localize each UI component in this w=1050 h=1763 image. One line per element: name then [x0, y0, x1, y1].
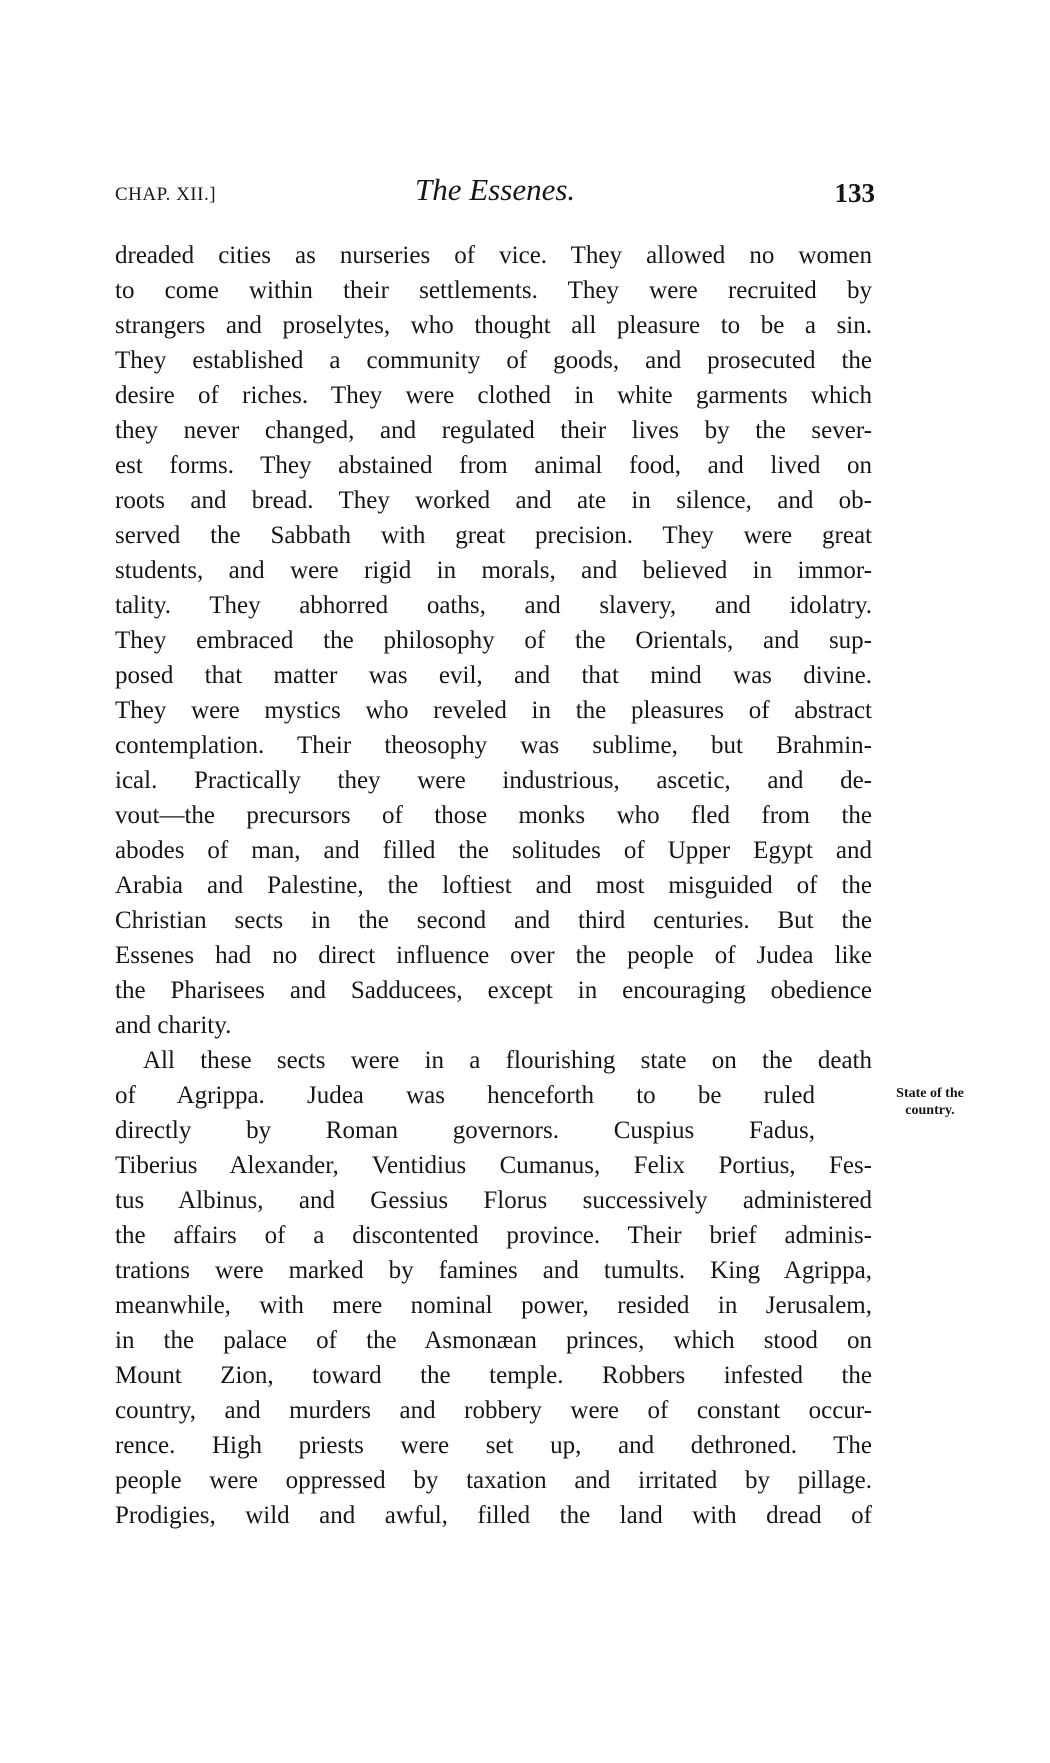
- text-line: ical. Practically they were industrious, ascetic, and de-: [115, 767, 872, 794]
- text-line: tus Albinus, and Gessius Florus successively administered: [115, 1187, 872, 1214]
- margin-note: [880, 1085, 980, 1119]
- margin-note-line: State of the: [896, 1086, 964, 1101]
- text-line: the affairs of a discontented province. Their brief adminis-: [115, 1222, 872, 1249]
- text-line: vout—the precursors of those monks who fled from the: [115, 802, 872, 829]
- body-text: [115, 238, 872, 1533]
- text-line: rence. High priests were set up, and dethroned. The: [115, 1432, 872, 1459]
- text-line: country, and murders and robbery were of constant occur-: [115, 1397, 872, 1424]
- text-line: strangers and proselytes, who thought all pleasure to be a sin.: [115, 312, 872, 339]
- text-line: They established a community of goods, and prosecuted the: [115, 347, 872, 374]
- text-line: people were oppressed by taxation and irritated by pillage.: [115, 1467, 872, 1494]
- text-line: Christian sects in the second and third centuries. But the: [115, 907, 872, 934]
- text-line: posed that matter was evil, and that mind was divine.: [115, 662, 872, 689]
- running-head: [115, 172, 875, 212]
- text-line: of Agrippa. Judea was henceforth to be ruled: [115, 1082, 815, 1109]
- text-line: Prodigies, wild and awful, filled the land with dread of: [115, 1502, 872, 1529]
- text-line: dreaded cities as nurseries of vice. They allowed no women: [115, 242, 872, 269]
- text-line: directly by Roman governors. Cuspius Fadus,: [115, 1117, 815, 1144]
- chapter-reference: CHAP. XII.]: [115, 184, 217, 205]
- text-line: they never changed, and regulated their lives by the sever-: [115, 417, 872, 444]
- paragraph-start-line: All these sects were in a flourishing state on the death: [143, 1047, 872, 1074]
- text-line: Tiberius Alexander, Ventidius Cumanus, Felix Portius, Fes-: [115, 1152, 872, 1179]
- text-line: meanwhile, with mere nominal power, resided in Jerusalem,: [115, 1292, 872, 1319]
- text-line: desire of riches. They were clothed in white garments which: [115, 382, 872, 409]
- page-title: The Essenes.: [415, 172, 576, 207]
- text-line: roots and bread. They worked and ate in silence, and ob-: [115, 487, 872, 514]
- text-line: contemplation. Their theosophy was sublime, but Brahmin-: [115, 732, 872, 759]
- text-line: Essenes had no direct influence over the people of Judea like: [115, 942, 872, 969]
- text-line: to come within their settlements. They were recruited by: [115, 277, 872, 304]
- page-number: 133: [834, 178, 875, 208]
- text-line: abodes of man, and filled the solitudes of Upper Egypt and: [115, 837, 872, 864]
- text-line: trations were marked by famines and tumults. King Agrippa,: [115, 1257, 872, 1284]
- text-line: in the palace of the Asmonæan princes, which stood on: [115, 1327, 872, 1354]
- text-line: served the Sabbath with great precision. They were great: [115, 522, 872, 549]
- text-line: tality. They abhorred oaths, and slavery, and idolatry.: [115, 592, 872, 619]
- text-line: Arabia and Palestine, the loftiest and most misguided of the: [115, 872, 872, 899]
- text-line: students, and were rigid in morals, and believed in immor-: [115, 557, 872, 584]
- text-line: Mount Zion, toward the temple. Robbers infested the: [115, 1362, 872, 1389]
- margin-note-line: country.: [905, 1103, 955, 1118]
- paragraph-end-line: and charity.: [115, 1012, 232, 1039]
- text-line: the Pharisees and Sadducees, except in encouraging obedience: [115, 977, 872, 1004]
- text-line: est forms. They abstained from animal food, and lived on: [115, 452, 872, 479]
- text-line: They were mystics who reveled in the pleasures of abstract: [115, 697, 872, 724]
- text-line: They embraced the philosophy of the Orientals, and sup-: [115, 627, 872, 654]
